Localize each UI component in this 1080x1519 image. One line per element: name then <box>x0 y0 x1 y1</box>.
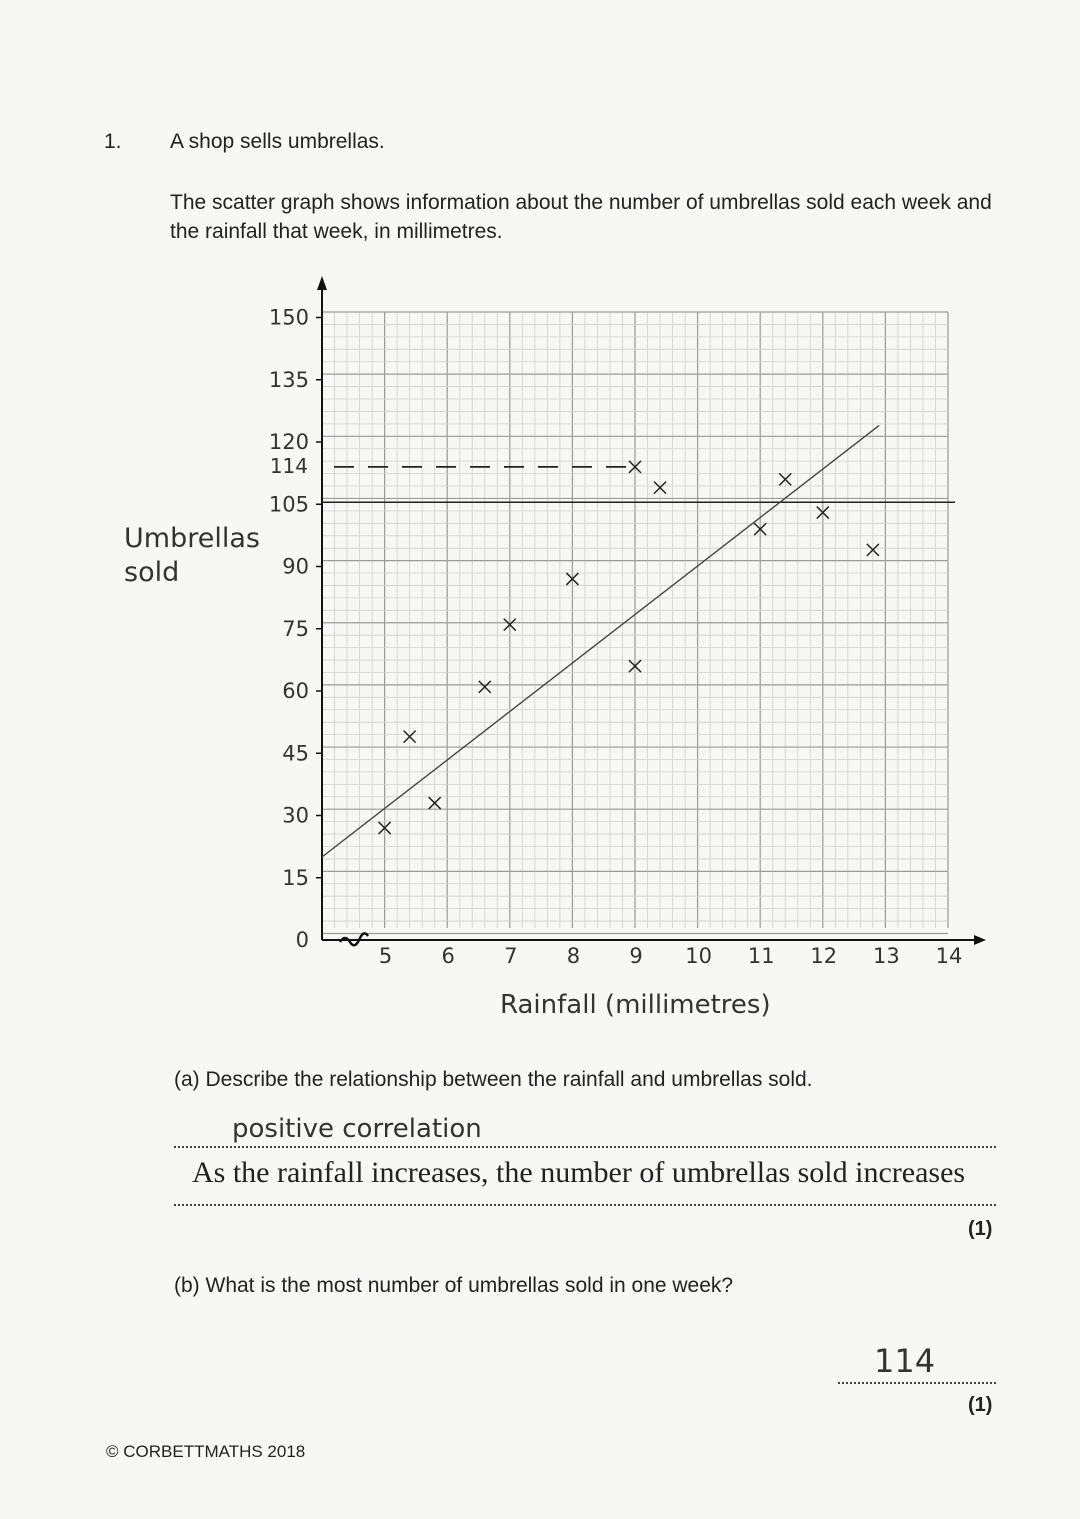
y-mark-label-114: 114 <box>269 453 308 478</box>
y-tick-label: 60 <box>282 679 309 703</box>
copyright-notice: © CORBETTMATHS 2018 <box>106 1442 306 1461</box>
part-b-marks: (1) <box>968 1394 993 1416</box>
x-tick-label: 6 <box>441 944 455 968</box>
y-axis-arrow <box>317 276 327 290</box>
y-tick-label: 105 <box>268 492 309 517</box>
part-a-handwritten-answer: positive correlation <box>232 1114 482 1144</box>
part-a-marks: (1) <box>968 1218 993 1240</box>
x-tick-label: 5 <box>378 944 393 968</box>
x-tick-label: 14 <box>935 944 963 968</box>
y-tick-label: 120 <box>268 430 309 454</box>
part-a-typed-answer: As the rainfall increases, the number of umbrellas sold increases <box>192 1156 966 1189</box>
grid-lines <box>322 312 948 934</box>
question-description: The scatter graph shows information about the number of umbrellas sold each week and the rainfall that week, in millimetres. <box>170 191 992 243</box>
y-axis-label: Umbrellas sold <box>124 523 260 588</box>
y-tick-label: 75 <box>282 616 309 641</box>
y-tick-label: 135 <box>268 367 309 392</box>
answer-line-3 <box>838 1382 996 1384</box>
answer-line-2 <box>174 1204 996 1206</box>
line-of-best-fit <box>322 425 879 857</box>
x-tick-label: 13 <box>873 944 900 968</box>
part-b-question: (b) What is the most number of umbrellas sold in one week? <box>174 1274 734 1297</box>
y-tick-label: 15 <box>282 865 309 890</box>
part-b-answer: 114 <box>874 1342 936 1380</box>
question-intro: A shop sells umbrellas. <box>170 130 385 153</box>
x-tick-label: 7 <box>504 944 518 968</box>
x-axis-label: Rainfall (millimetres) <box>500 990 771 1020</box>
x-tick-label: 11 <box>747 944 775 968</box>
y-tick-label: 90 <box>282 554 309 579</box>
y-tick-label: 30 <box>282 803 309 828</box>
y-tick-label: 150 <box>268 305 309 330</box>
x-tick-label: 8 <box>566 944 581 968</box>
x-tick-label: 12 <box>810 944 838 968</box>
y-tick-label: 45 <box>282 741 309 766</box>
y-tick-label: 0 <box>295 928 309 952</box>
question-number: 1. <box>104 130 122 153</box>
x-axis-arrow <box>974 935 986 945</box>
x-tick-label: 9 <box>629 944 643 968</box>
x-tick-label: 10 <box>685 944 712 968</box>
part-a-question: (a) Describe the relationship between the rainfall and umbrellas sold. <box>174 1068 813 1091</box>
answer-line-1 <box>174 1146 996 1148</box>
